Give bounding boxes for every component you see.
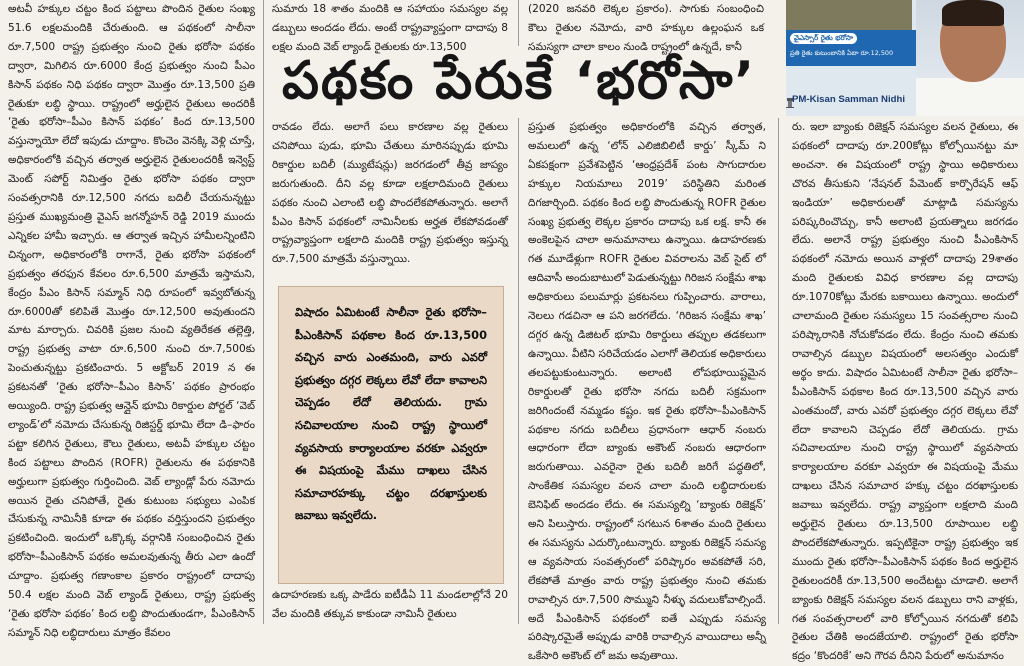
column-2-bottom-text: ఉదాహరణకు ఒక్క పాడేరు ఐటీడీఏ 11 మండలాల్లోనే 20 వేల మందికి తక్కువ కాకుండా నామినీ రైతులు [272,589,508,620]
article-column-2-top [272,0,508,53]
column-2-text: రావడం లేదు. అలాగే పలు కారణాల వల్ల రైతులు చనిపోయి పుడు, భూమి చేతులు మారినప్పుడు భూమి రికార్డుల బదిలీ (మ్యుటేషన్లు) జరగడంలో తీవ్ర జాప్యం జరుగుతుంది. దీని వల్ల కూడా లక్షలాదిమంది రైతులు పథకం నుంచి ఎలాంటి లబ్ధి పొందలేకపోతున్నారు. అలాగే పీఎం కిసాన్ పథకంలో నామినీలకు అర్హత లేకపోవడంతో రాష్ట్రవ్యాప్తంగా లక్షలాది మందికి రాష్ట్ర ప్రభుత్వం ఇస్తున్న రూ.7,500 మాత్రమే వస్తున్నాయి. [272,121,508,266]
column-3-text: ప్రస్తుత ప్రభుత్వం అధికారంలోకి వచ్చిన తర్వాత, అమలులో ఉన్న ‘లోన్ ఎలిజిబిలిటీ కార్డు’ స్కీమ్ ని ఏకపక్షంగా ప్రవేశపెట్టిన ‘ఆంధ్రప్రదేశ్ పంట సాగుదారుల హక్కుల నియమాలు 2019’ పరిస్థితిని మరింత దిగజార్చింది. పథకం కింద లబ్ధి పొందుతున్న ROFR రైతుల సంఖ్య ప్రభుత్వ లెక్కల ప్రకారం దాదాపు ఒక లక్ష. కానీ ఈ అంకెలపైన చాలా అనుమానాలు ఉన్నాయి. ఉదాహరణకు గత మూడేళ్లుగా ROFR రైతుల వివరాలను వెబ్ సైట్ లో ఆదివాసీ అందుబాటులో పెడుతున్నట్టు గిరిజన సంక్షేమ శాఖ అధికారులు పలుమార్లు ప్రకటనలు గుప్పించారు. వారాలు, నెలలు గడచినా ఆ పని జరగలేదు. ‘గిరిజన సంక్షేమ శాఖ’ దగ్గర ఉన్న డిజిటల్ భూమి రికార్డులు తప్పుల తడకలుగా ఉన్నాయి. వీటిని సరిచేయడం ఎలాగో తెలియక అధికారులు తలపట్టుకుంటున్నారు. అలాంటి లోపభూయిష్టమైన రికార్డులతో రైతు భరోసా నగదు బదిలీ సక్రమంగా జరిగిందంటే నమ్మడం కష్టం. ఇక రైతు భరోసా–పీఎంకిసాన్ పథకాల నగదు బదిలీలు ప్రధానంగా ఆధార్ నంబరు ఆధారంగా లేదా బ్యాంకు అకౌంట్ నంబరు ఆధారంగా జరుగుతాయి. ఎవరైనా రైతు బదిలీ జరిగే పద్ధతిలో, సాంకేతిక సమస్యల వలన చాలా మంది లబ్ధిదారులకు బెనిఫిట్ అందడం లేదు. ఈ సమస్యల్ని ‘బ్యాంకు రిజెక్షన్’ అని పిలుస్తారు. రాష్ట్రంలో సగటున 6శాతం మంది రైతులు ఈ సమస్యను ఎదుర్కొంటున్నారు. బ్యాంకు రిజెక్షన్ సమస్య ఆ వ్యవసాయ సంవత్సరంలో పరిష్కారం అవకపోతే సరి, లేకపోతే మాత్రం వారు రాష్ట్ర ప్రభుత్వం నుంచి తమకు రావాల్సిన రూ.7,500 సొమ్ముని నీళ్ళు వదులుకోవాల్సిందే. అదే పీఎంకిసాన్ పథకంలో ఐతే ఎప్పుడు సమస్య పరిష్కారమైతే అప్పుడు వారికి రావాల్సిన వాయిదాలు అన్నీ ఒకేసారి అకౌంట్ లో జమ అవుతాయి. [528,121,766,663]
column-4-text: రు. ఇలా బ్యాంకు రిజెక్షన్ సమస్యల వలన రైతులు, ఈ పథకంలో దాదాపు రూ.200కోట్లు కోల్పోయినట్టు మా అంచనా. ఈ విషయంలో రాష్ట్ర స్థాయి అధికారులు చొరవ తీసుకుని ‘నేషనల్ పేమెంట్ కార్పొరేషన్ ఆఫ్ ఇండియా’ అధికారులతో మాట్లాడి సమస్యను పరిష్కరించొచ్చు, కానీ అలాంటి ప్రయత్నాలు జరగడం లేదు. అలానే రాష్ట్ర ప్రభుత్వం నుంచి పీఎంకిసాన్ పథకంలో నమోదు అయిన వాళ్లలో దాదాపు 29శాతం మంది రైతులకు వివిధ కారణాల వల్ల దాదాపు రూ.1070కోట్లు మేరకు బకాయిలు ఉన్నాయి. అందులో చాలామంది రైతుల సమస్యలు 15 సంవత్సరాల నుంచి పరిష్కారానికి నోచుకోవడం లేదు. కేంద్రం నుంచి తమకు రావాల్సిన డబ్బుల విషయంలో అలసత్వం ఎందుకో అర్థం కాదు. విషాదం ఏమిటంటే సాలీనా రైతు భరోసా–పీఎంకిసాన్ పథకాల కింద రూ.13,500 వచ్చిన వారు ఎంతమందో, వారు ఎవరో ప్రభుత్వం దగ్గర లెక్కలు లేవో లేదా కావాలని చెప్పడం లేదో తెలియదు. గ్రామ సచివాలయాల నుంచి రాష్ట్ర స్థాయిలో వ్యవసాయ కార్యాలయాల వరకూ ఎవ్వరూ ఈ విషయంపై మేము దాఖలు చేసిన సమాచార హక్కు చట్టం దరఖాస్తులకు జవాబు ఇవ్వలేదు. రాష్ట్ర వ్యాప్తంగా లక్షలాది మంది అర్హులైన రైతులు రూ.13,500 రూపాయిల లబ్ధి పొందలేకపోతున్నారు. ఇప్పటికైనా రాష్ట్ర ప్రభుత్వం ఇక ముందు రైతు భరోసా–పీఎంకిసాన్ పథకం కింద అర్హులైన రైతులందరికీ రూ.13,500 అందేటట్టు చూడాలి. అలాగే బ్యాంకు రిజెక్షన్ సమస్యల వలన డబ్బులు రాని వాళ్లకు, గత సంవత్సరాలలో వారి కోల్పోయిన నగదుతో కలిపి రైతుల చేతికి అందజేయాలి. రాష్ట్రంలో రైతు భరోసా కద్రం ‘కొందరికే’ అని గౌరవ దీనిని పేరులో అనుమానం [792,121,1018,663]
column-divider [518,0,519,46]
column-divider [518,118,519,624]
article-photo [786,0,1024,116]
headline: పథకం పేరుకే ‘భరోసా’ [282,51,757,111]
article-column-2 [272,118,508,283]
portrait-image [916,0,1024,116]
scheme-banner [786,30,916,66]
pull-quote-box [278,286,504,584]
banner-subtitle: ప్రతి రైతు కుటుంబానికి ఏటా రూ.12,500 [790,49,894,57]
article-column-2-bottom [272,586,508,624]
column-2-top-text: సుమారు 18 శాతం మందికి ఆ సహాయం సమస్యల వల్ల డబ్బులు అందడం లేదు. అంటే రాష్ట్రవ్యాప్తంగా దాదాపు 8 లక్షల మంది వెబ్ ల్యాండ్ రైతులకు రూ.13,500 [272,3,508,53]
pull-quote-text: విషాదం ఏమిటంటే సాలీనా రైతు భరోసా–పీఎంకిసాన్ పథకాల కింద రూ.13,500 వచ్చిన వారు ఎంతమంది, వారు ఎవరో ప్రభుత్వం దగ్గర లెక్కలు లేవో లేదా కావాలని చెప్పడం లేదో తెలియదు. గ్రామ సచివాలయాల నుంచి రాష్ట్ర స్థాయిలో వ్యవసాయ కార్యాలయాల వరకూ ఎవ్వరూ ఈ విషయంపై మేము దాఖలు చేసిన సమాచారహక్కు చట్టం దరఖాస్తులకు జవాబు ఇవ్వలేదు. [295,305,487,523]
article-column-1 [8,0,255,639]
column-3-top-text: (2020 జనవరి లెక్కల ప్రకారం). సాగుకు సంబంధించి కౌలు రైతుల నమోదు, వారి హక్కుల ఉల్లంఘన ఒక సమస్యగా చాలా కాలం నుండి రాష్ట్రంలో ఉన్నదే, కానీ [528,3,764,53]
article-column-4 [792,118,1018,663]
field-photo-strip [786,0,912,30]
column-divider [778,118,779,624]
banner-label: వైఎస్సార్ రైతు భరోసా [790,33,857,44]
column-divider [263,0,264,624]
photo-caption: PM-Kisan Samman Nidhi [792,94,906,105]
article-column-3-top [528,0,764,53]
column-1-text: అటవీ హక్కుల చట్టం కింద పట్టాలు పొందిన రైతుల సంఖ్య 51.6 లక్షలమందికి చేరుతుంది. ఆ పథకంలో సాలీనా రూ.7,500 రాష్ట్ర ప్రభుత్వం నుంచి రైతు భరోసా పథకం ద్వారా, మిగిలిన రూ.6000 కేంద్ర ప్రభుత్వం నుంచి పీఎం కిసాన్ పథకం నిధి పథకం ద్వారా మొత్తం రూ.13,500 ప్రతి రైతుకూ లబ్ధి స్థాయి. రాష్ట్రంలో అర్హులైన రైతులు అందరికీ ‘రైతు భరోసా–పీఎం కిసాన్ పథకం’ కింద రూ.13,500 వస్తున్నాయో లేదో ఇపుడు చూద్దాం. కొంచెం వెనక్కి వెళ్లి చూస్తే, అధికారంలోకి వచ్చిన తర్వాత అర్హులైన రైతులందరికీ ఇన్వెస్ట్ మెంట్ సపోర్ట్ నిమిత్తం రైతు భరోసా పథకం ద్వారా సంవత్సరానికి రూ.12,500 నగదు బదిలీ చేయనున్నట్టు ప్రస్తుత ముఖ్యమంత్రి వైఎస్ జగన్మోహన్ రెడ్డి 2019 ముందు ఎన్నికల హామీ ఇచ్చారు. ఆ తర్వాత ఇచ్చిన హామీలన్నింటిని చిన్నంగా, అధికారంలోకి రాగానే, రైతు భరోసా పథకంలో ప్రభుత్వం తరఫున కేవలం రూ.6,500 మాత్రమే ఇస్తామని, కేంద్రం పీఎం కిసాన్ సమ్మాన్ నిధి రూపంలో ఇవ్వబోతున్న రూ.6000తో కలిపితే మొత్తం రూ.12,500 అవుతుందని మాట మార్చారు. చివరికి ప్రజల నుంచి వ్యతిరేకత తల్లెత్తి, రాష్ట్ర ప్రభుత్వ వాటా రూ.6,500 నుంచి రూ.7,500కు పెంచుతున్నట్టు ప్రకటించారు. 5 అక్టోబర్ 2019 న ఈ ప్రకటనతో ‘రైతు భరోసా–పీఎం కిసాన్’ పథకం ప్రారంభం అయ్యింది. రాష్ట్ర ప్రభుత్వ ఆన్లైన్ భూమి రికార్డుల పోర్టల్ ‘వెబ్ ల్యాండ్’లో నమోదు చేసుకున్న రిజిస్టర్డ్ భూమి లేదా డి–ఫారం పట్టా కలిగిన రైతులు, కౌలు రైతులు, అటవీ హక్కుల చట్టం కింద పట్టాలు పొందిన (ROFR) రైతులను ఈ పథకానికి అర్హులుగా ప్రభుత్వం గుర్తించింది. వెబ్ ల్యాండ్లో పేరు నమోదు అయిన రైతు చనిపోతే, రైతు కుటుంబ సభ్యులు ఎంపిక చేసుకున్న నామినీకి కూడా ఈ పథకం వర్తిస్తుందని ప్రభుత్వం ప్రకటించింది. ఇందులో ఒక్కొక్క వర్గానికి సంబంధించిన రైతు భరోసా–పీఎంకిసాన్ పథకం అమలవుతున్న తీరు ఎలా ఉందో చూద్దాం. ప్రభుత్వ గణాంకాల ప్రకారం రాష్ట్రంలో దాదాపు 50.4 లక్షల మంది వెబ్ ల్యాండ్ రైతులు, రాష్ట్ర ప్రభుత్వ ‘రైతు భరోసా పథకం’ కింద లబ్ధి పొందుతుండగా, పీఎంకిసాన్ సమ్మాన్ నిధి లబ్ధిదారులు మాత్రం కేవలం [8,3,255,639]
article-column-3 [528,118,766,663]
